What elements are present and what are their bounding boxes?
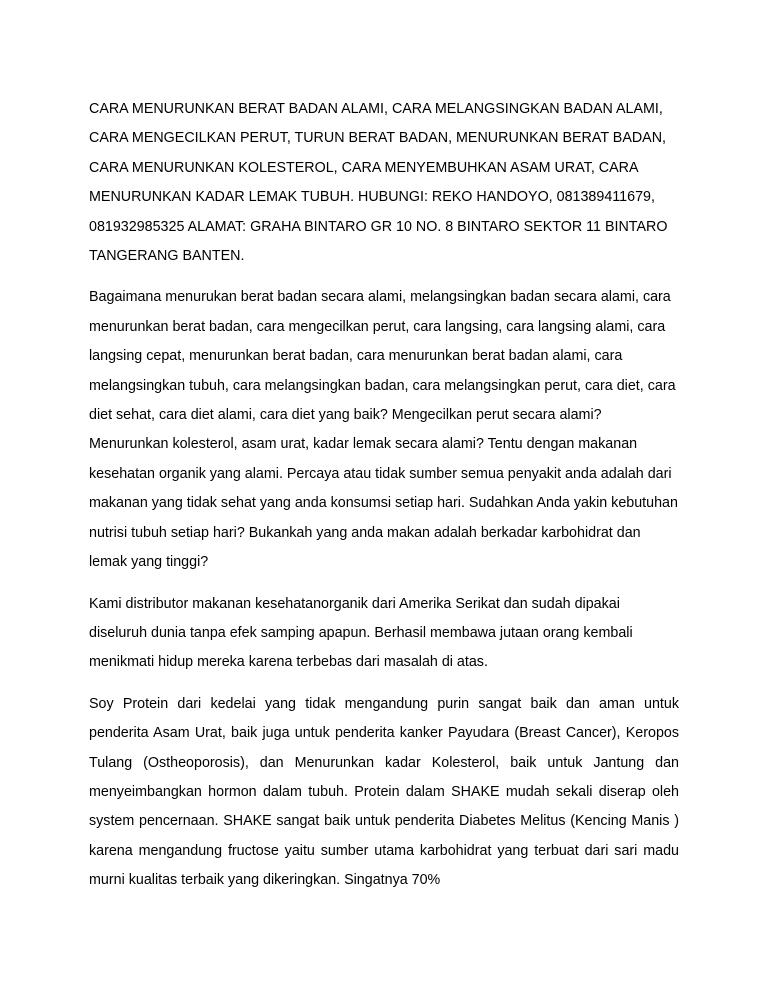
intro-paragraph: Bagaimana menurukan berat badan secara alami, melangsingkan badan secara alami, cara menurunkan berat badan, cara mengecilkan perut, cara langsing, cara langsing alami, cara langsing cepat, menurunkan berat badan, cara menurunkan berat badan alami, cara melangsingkan tubuh, cara melangsingkan badan, cara melangsingkan perut, cara diet, cara diet sehat, cara diet alami, cara diet yang baik? Mengecilkan perut secara alami? Menurunkan kolesterol, asam urat, kadar lemak secara alami? Tentu dengan makanan kesehatan organik yang alami. Percaya atau tidak sumber semua penyakit anda adalah dari makanan yang tidak sehat yang anda konsumsi setiap hari. Sudahkan Anda yakin kebutuhan nutrisi tubuh setiap hari? Bukankah yang anda makan adalah berkadar karbohidrat dan lemak yang tinggi? [89,289,678,571]
distributor-paragraph: Kami distributor makanan kesehatanorganik dari Amerika Serikat dan sudah dipakai diseluruh dunia tanpa efek samping apapun. Berhasil membawa jutaan orang kembali menikmati hidup mereka karena terbebas dari masalah di atas. [89,595,633,671]
soy-protein-paragraph: Soy Protein dari kedelai yang tidak mengandung purin sangat baik dan aman untuk penderita Asam Urat, baik juga untuk penderita kanker Payudara (Breast Cancer), Keropos Tulang (Ostheoporosis), dan Menurunkan kadar Kolesterol, baik untuk Jantung dan menyeimbangkan hormon dalam tubuh. Protein dalam SHAKE mudah sekali diserap oleh system pencernaan. SHAKE sangat baik untuk penderita Diabetes Melitus (Kencing Manis ) karena mengandung fructose yaitu sumber utama karbohidrat yang terbuat dari sari madu murni kualitas terbaik yang dikeringkan. Singatnya 70% [89,695,679,889]
document-page [89,95,679,908]
heading-paragraph: CARA MENURUNKAN BERAT BADAN ALAMI, CARA MELANGSINGKAN BADAN ALAMI, CARA MENGECILKAN PERUT, TURUN BERAT BADAN, MENURUNKAN BERAT BADAN, CARA MENURUNKAN KOLESTEROL, CARA MENYEMBUHKAN ASAM URAT, CARA MENURUNKAN KADAR LEMAK TUBUH. HUBUNGI: REKO HANDOYO, 081389411679, 081932985325 ALAMAT: GRAHA BINTARO GR 10 NO. 8 BINTARO SEKTOR 11 BINTARO TANGERANG BANTEN. [89,101,668,265]
